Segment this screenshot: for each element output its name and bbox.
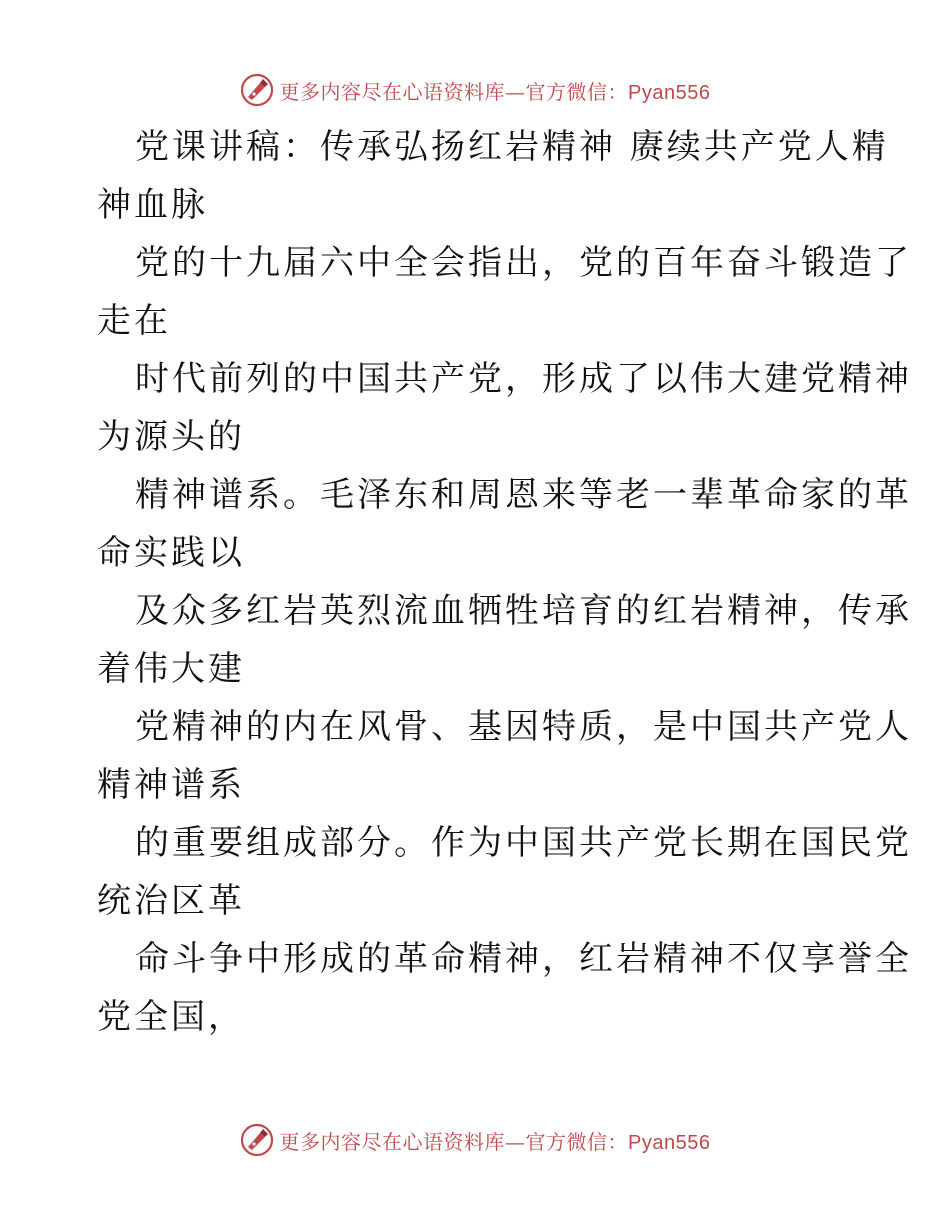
footer-watermark	[0, 1120, 950, 1160]
pen-nib-icon	[240, 73, 274, 107]
text-line: 时代前列的中国共产党，形成了以伟大建党精神	[135, 359, 912, 399]
header-watermark	[0, 70, 950, 110]
text-line: 命实践以	[97, 533, 245, 573]
text-line: 精神谱系	[97, 765, 245, 805]
watermark-text: 更多内容尽在心语资料库—官方微信：Pyan556	[279, 79, 711, 104]
text-line: 党课讲稿：传承弘扬红岩精神 赓续共产党人精	[135, 127, 889, 167]
text-line: 党的十九届六中全会指出，党的百年奋斗锻造了	[135, 243, 912, 283]
document-body	[97, 118, 912, 1046]
text-line: 为源头的	[97, 417, 245, 457]
text-line: 神血脉	[97, 185, 208, 225]
text-line: 统治区革	[97, 881, 245, 921]
watermark-text: 更多内容尽在心语资料库—官方微信：Pyan556	[279, 1129, 711, 1154]
text-line: 走在	[97, 301, 171, 341]
text-line: 着伟大建	[97, 649, 245, 689]
text-line: 精神谱系。毛泽东和周恩来等老一辈革命家的革	[135, 475, 912, 515]
text-line: 的重要组成部分。作为中国共产党长期在国民党	[135, 823, 912, 863]
text-line: 党全国，	[97, 997, 245, 1037]
text-line: 命斗争中形成的革命精神，红岩精神不仅享誉全	[135, 939, 912, 979]
text-line: 党精神的内在风骨、基因特质，是中国共产党人	[135, 707, 912, 747]
pen-nib-icon	[240, 1123, 274, 1157]
text-line: 及众多红岩英烈流血牺牲培育的红岩精神，传承	[135, 591, 912, 631]
